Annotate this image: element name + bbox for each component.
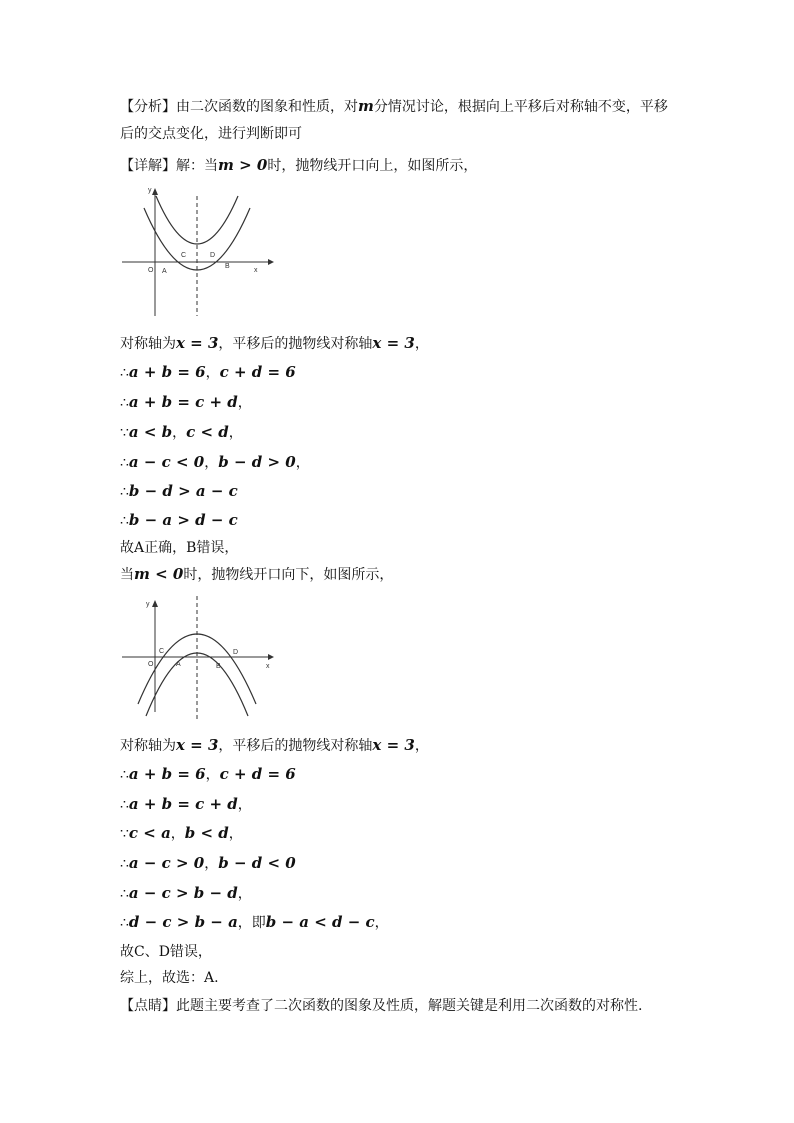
because-symbol: ∵ (120, 425, 129, 441)
equation: x = 3 (176, 334, 219, 352)
condition-m-negative: m < 0 (134, 565, 184, 583)
inequality: b − d > 0 (218, 453, 296, 471)
x-label: x (254, 267, 258, 274)
analysis-text: 分情况讨论，根据向上平移后对称轴不变，平移 (373, 99, 668, 115)
analysis-line-2: 后的交点变化，进行判断即可 (120, 126, 302, 142)
text: ， (414, 738, 429, 754)
inequality: a < b (128, 423, 173, 441)
case2-intro-line (120, 564, 393, 585)
case2-step-1 (120, 764, 296, 785)
var-m: m (358, 97, 374, 115)
inequality: b − a > d − c (128, 511, 238, 529)
equation: x = 3 (372, 334, 415, 352)
separator: ， (170, 826, 185, 842)
y-label: y (146, 601, 150, 608)
separator: ， (228, 826, 243, 842)
equation: x = 3 (176, 736, 219, 754)
case1-step-3 (120, 422, 243, 443)
case1-step-2 (120, 392, 252, 413)
therefore-symbol: ∴ (120, 915, 129, 931)
therefore-symbol: ∴ (120, 767, 129, 783)
separator: ， (237, 395, 252, 411)
separator: ， (228, 425, 243, 441)
inequality: a − c > 0 (128, 854, 205, 872)
origin-label: O (148, 661, 154, 668)
analysis-line-1 (120, 96, 668, 117)
comment-line (120, 996, 642, 1016)
equation: a + b = c + d (128, 393, 238, 411)
case2-step-4 (120, 853, 296, 874)
separator: ， (374, 915, 389, 931)
point-d-label: D (233, 649, 239, 656)
inequality: b − d > a − c (128, 482, 238, 500)
y-axis-arrow (152, 600, 158, 607)
comment-text: 此题主要考查了二次函数的图象及性质，解题关键是利用二次函数的对称性. (176, 998, 643, 1014)
y-axis-arrow (152, 188, 158, 195)
case1-step-4 (120, 452, 310, 473)
case2-step-6 (120, 912, 389, 933)
inequality: c < d (186, 423, 229, 441)
case2-conclusion: 故C、D错误， (120, 944, 212, 960)
case1-conclusion: 故A正确，B错误， (120, 540, 239, 556)
therefore-symbol: ∴ (120, 455, 129, 471)
x-label: x (266, 663, 270, 670)
separator: ， (295, 455, 310, 471)
inequality: c < a (128, 824, 171, 842)
case2-step-2 (120, 794, 252, 815)
point-c-label: C (181, 252, 187, 259)
analysis-text: 由二次函数的图象和性质，对 (176, 99, 358, 115)
text: 时，抛物线开口向下，如图所示， (183, 567, 394, 583)
detail-text: 时，抛物线开口向上，如图所示， (267, 158, 478, 174)
analysis-label: 【分析】 (120, 99, 176, 115)
x-axis-arrow (268, 654, 274, 660)
separator: ， (205, 365, 220, 381)
origin-label: O (148, 267, 154, 274)
case1-axis-line (120, 333, 429, 354)
comment-label: 【点睛】 (120, 998, 176, 1014)
x-axis-arrow (268, 259, 274, 265)
figure-downward-parabolas (118, 594, 278, 722)
summary-line: 综上，故选：A. (120, 970, 219, 986)
therefore-symbol: ∴ (120, 484, 129, 500)
figure-upward-parabolas (118, 182, 278, 318)
point-c-label: C (159, 648, 165, 655)
detail-line (120, 155, 477, 176)
inequality: b − d < 0 (218, 854, 296, 872)
detail-text: 解：当 (176, 158, 218, 174)
therefore-symbol: ∴ (120, 856, 129, 872)
inequality: b − a < d − c (265, 913, 375, 931)
therefore-symbol: ∴ (120, 365, 129, 381)
therefore-symbol: ∴ (120, 513, 129, 529)
equation: a + b = c + d (128, 795, 238, 813)
because-symbol: ∵ (120, 826, 129, 842)
equation: x = 3 (372, 736, 415, 754)
equation: c + d = 6 (219, 363, 296, 381)
separator: ， (204, 856, 219, 872)
equation: c + d = 6 (219, 765, 296, 783)
case2-axis-line (120, 735, 429, 756)
separator: ， (237, 886, 252, 902)
inequality: a − c > b − d (128, 884, 238, 902)
point-d-label: D (210, 252, 216, 259)
inequality: a − c < 0 (128, 453, 205, 471)
text: 对称轴为 (120, 336, 176, 352)
separator: ， (237, 797, 252, 813)
case1-step-1 (120, 362, 296, 383)
separator: ， (204, 455, 219, 471)
case2-step-5 (120, 883, 252, 904)
text: 当 (120, 567, 134, 583)
separator: ，即 (237, 915, 266, 931)
condition-m-positive: m > 0 (218, 156, 268, 174)
inequality: b < d (184, 824, 229, 842)
point-a-label: A (162, 268, 167, 275)
case2-step-3 (120, 823, 243, 844)
therefore-symbol: ∴ (120, 797, 129, 813)
equation: a + b = 6 (128, 363, 206, 381)
equation: a + b = 6 (128, 765, 206, 783)
y-label: y (148, 187, 152, 194)
therefore-symbol: ∴ (120, 395, 129, 411)
detail-label: 【详解】 (120, 158, 176, 174)
separator: ， (205, 767, 220, 783)
text: ，平移后的抛物线对称轴 (218, 336, 373, 352)
point-a-label: A (176, 661, 181, 668)
inequality: d − c > b − a (128, 913, 238, 931)
text: ， (414, 336, 429, 352)
point-b-label: B (216, 663, 221, 670)
case1-step-5 (120, 481, 238, 502)
case1-step-6 (120, 510, 238, 531)
therefore-symbol: ∴ (120, 886, 129, 902)
text: 对称轴为 (120, 738, 176, 754)
point-b-label: B (225, 263, 230, 270)
separator: ， (172, 425, 187, 441)
text: ，平移后的抛物线对称轴 (218, 738, 373, 754)
